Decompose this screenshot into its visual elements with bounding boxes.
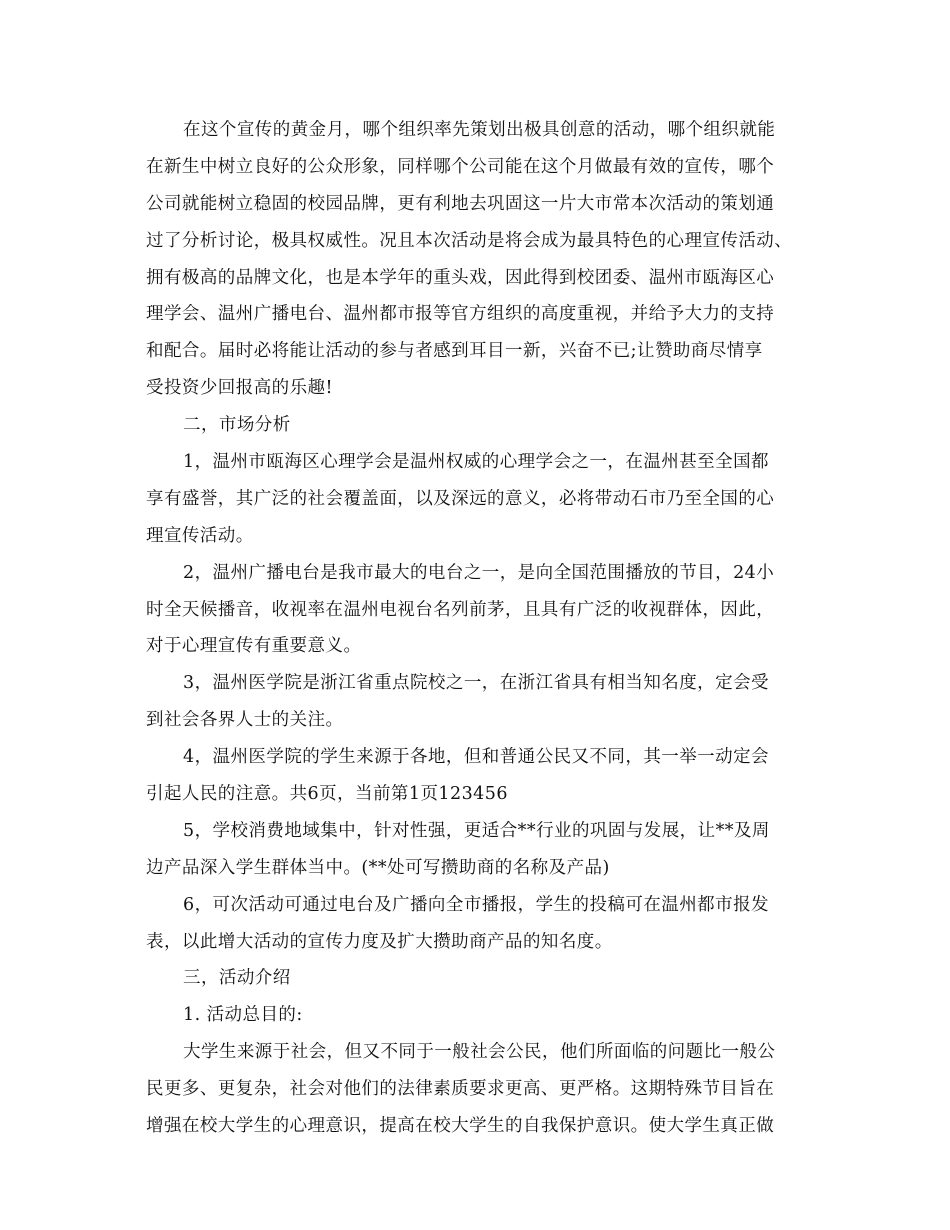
subsection-heading: 1. 活动总目的: bbox=[183, 1005, 303, 1026]
text-line: 理学会、温州广播电台、温州都市报等官方组织的高度重视，并给予大力的支持 bbox=[146, 304, 775, 325]
text-line: 在这个宣传的黄金月，哪个组织率先策划出极具创意的活动，哪个组织就能 bbox=[183, 120, 776, 140]
text-line: 边产品深入学生群体当中。(**处可写攒助商的名称及产品) bbox=[146, 857, 610, 878]
text-line: 大学生来源于社会，但又不同于一般社会公民，他们所面临的问题比一般公 bbox=[183, 1042, 776, 1063]
text-line: 时全天候播音，收视率在温州电视台名列前茅，且具有广泛的收视群体，因此， bbox=[146, 599, 775, 620]
text-line: 增强在校大学生的心理意识，提高在校大学生的自我保护意识。使大学生真正做 bbox=[146, 1116, 775, 1137]
text-line: 4，温州医学院的学生来源于各地，但和普通公民又不同，其一举一动定会 bbox=[183, 747, 769, 768]
text-line: 拥有极高的品牌文化，也是本学年的重头戏，因此得到校团委、温州市瓯海区心 bbox=[146, 267, 775, 288]
text-line: 理宣传活动。 bbox=[146, 525, 254, 546]
text-line: 1，温州市瓯海区心理学会是温州权威的心理学会之一，在温州甚至全国都 bbox=[183, 452, 769, 473]
text-line: 3，温州医学院是浙江省重点院校之一，在浙江省具有相当知名度，定会受 bbox=[183, 673, 769, 694]
text-line: 2，温州广播电台是我市最大的电台之一，是向全国范围播放的节目，24小 bbox=[183, 562, 775, 583]
text-line: 在新生中树立良好的公众形象，同样哪个公司能在这个月做最有效的宣传，哪个 bbox=[146, 156, 775, 177]
section-heading: 二，市场分析 bbox=[183, 415, 291, 436]
text-line: 过了分析讨论，极具权威性。况且本次活动是将会成为最具特色的心理宣传活动、 bbox=[146, 230, 793, 251]
text-line: 引起人民的注意。共6页，当前第1页123456 bbox=[146, 784, 508, 805]
text-line: 公司就能树立稳固的校园品牌，更有利地去巩固这一片大市常本次活动的策划通 bbox=[146, 193, 775, 214]
text-line: 享有盛誉，其广泛的社会覆盖面，以及深远的意义，必将带动石市乃至全国的心 bbox=[146, 488, 775, 509]
section-heading: 三，活动介绍 bbox=[183, 968, 291, 989]
text-line: 表，以此增大活动的宣传力度及扩大攒助商产品的知名度。 bbox=[146, 931, 613, 952]
text-line: 5，学校消费地域集中，针对性强，更适合**行业的巩固与发展，让**及周 bbox=[183, 820, 770, 841]
text-line: 民更多、更复杂，社会对他们的法律素质要求更高、更严格。这期特殊节目旨在 bbox=[146, 1079, 775, 1100]
text-line: 和配合。届时必将能让活动的参与者感到耳目一新，兴奋不已;让赞助商尽情享 bbox=[146, 341, 763, 362]
text-line: 6，可次活动可通过电台及广播向全市播报，学生的投稿可在温州都市报发 bbox=[183, 894, 769, 915]
text-line: 对于心理宣传有重要意义。 bbox=[146, 636, 362, 657]
text-line: 到社会各界人士的关注。 bbox=[146, 710, 344, 731]
document-page bbox=[146, 112, 806, 1145]
text-line: 受投资少回报高的乐趣! bbox=[146, 378, 333, 399]
